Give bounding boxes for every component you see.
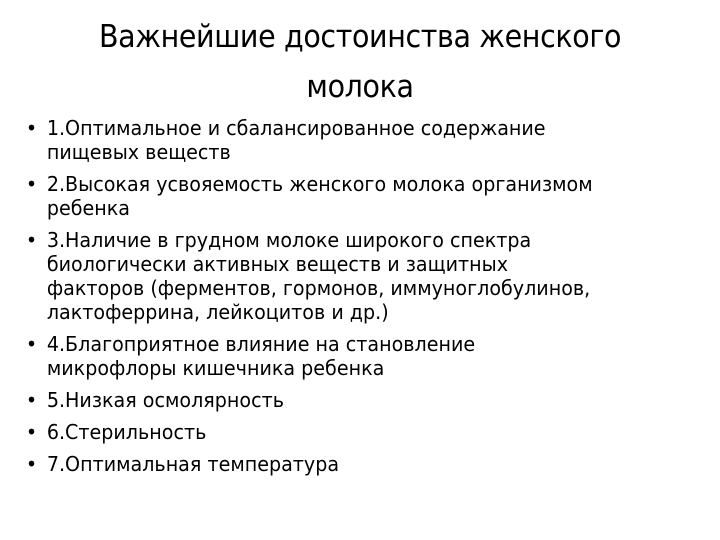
list-item-line: микрофлоры кишечника ребенка (46, 356, 385, 380)
list-item-line: ребенка (46, 196, 130, 220)
list-item-line: 2.Высокая усвояемость женского молока организмом (46, 172, 593, 196)
list-item (22, 228, 696, 324)
list-item-text (47, 116, 696, 164)
slide-title-line: Важнейшие достоинства женского (98, 19, 622, 55)
list-item-line: 6.Стерильность (46, 420, 207, 444)
slide-content (22, 116, 698, 484)
list-item-text (47, 388, 696, 412)
list-item-line: пищевых веществ (46, 140, 231, 164)
list-item-text (47, 172, 696, 220)
bullet-icon: • (25, 172, 38, 196)
list-item-line: 1.Оптимальное и сбалансированное содержание (46, 116, 546, 140)
list-item-line: биологически активных веществ и защитных (46, 252, 509, 276)
list-item (22, 388, 696, 412)
list-item-line: 4.Благоприятное влияние на становление (46, 332, 476, 356)
bullet-list (22, 116, 698, 476)
list-item-line: факторов (ферментов, гормонов, иммуноглобулинов, (46, 276, 591, 300)
list-item (22, 172, 696, 220)
bullet-icon: • (25, 420, 38, 444)
list-item-line: 7.Оптимальная температура (46, 452, 340, 476)
list-item (22, 332, 696, 380)
bullet-icon: • (25, 332, 38, 356)
list-item-text (47, 452, 696, 476)
list-item-text (47, 332, 696, 380)
list-item (22, 116, 696, 164)
list-item-text (47, 228, 696, 324)
bullet-icon: • (25, 388, 38, 412)
list-item (22, 452, 696, 476)
bullet-icon: • (25, 452, 38, 476)
list-item-line: лактоферрина, лейкоцитов и др.) (46, 300, 389, 324)
bullet-icon: • (25, 228, 38, 252)
list-item (22, 420, 696, 444)
list-item-text (47, 420, 696, 444)
list-item-line: 5.Низкая осмолярность (46, 388, 284, 412)
slide-title (62, 12, 658, 112)
slide-title-line: молока (306, 69, 414, 105)
list-item-line: 3.Наличие в грудном молоке широкого спектра (46, 228, 532, 252)
bullet-icon: • (25, 116, 38, 140)
